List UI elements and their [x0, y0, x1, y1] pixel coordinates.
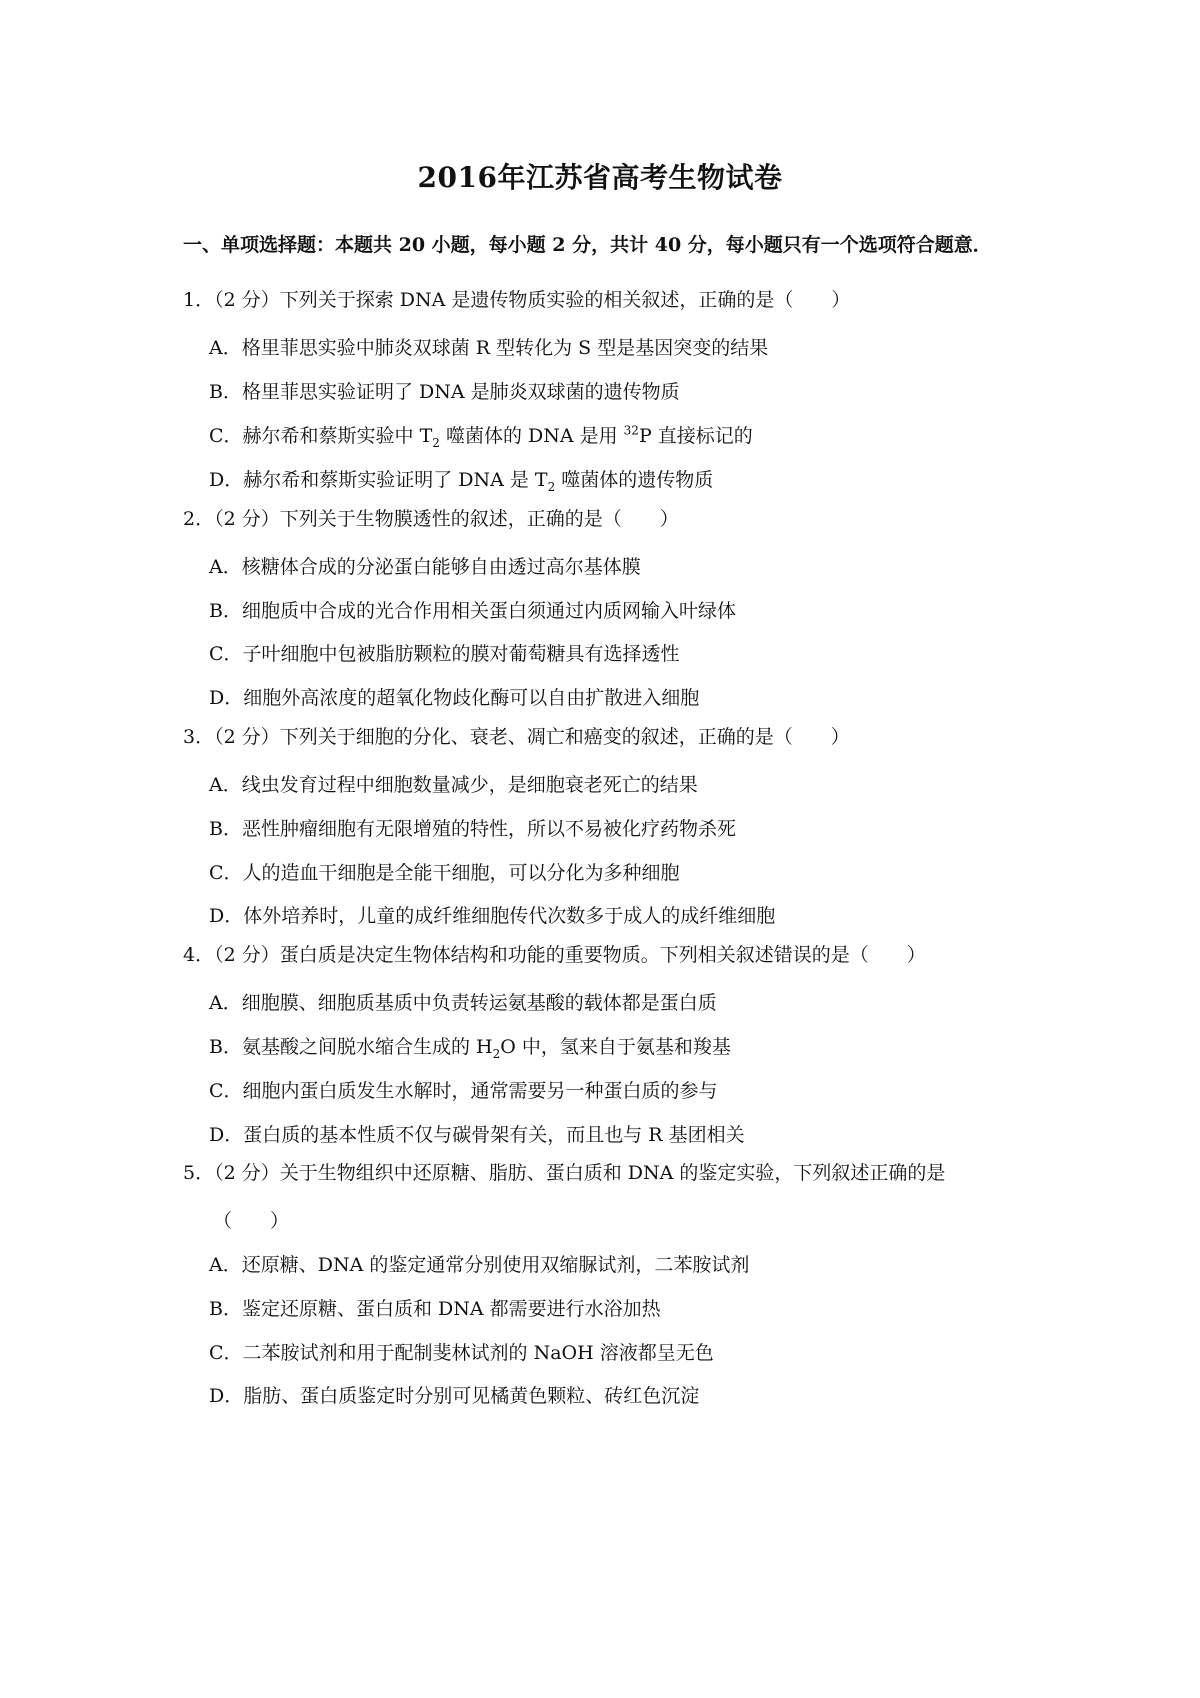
question-5-option-c: C．二苯胺试剂和用于配制斐林试剂的 NaOH 溶液都呈无色: [209, 1342, 714, 1364]
question-5-stem: 5．（2 分）关于生物组织中还原糖、脂肪、蛋白质和 DNA 的鉴定实验，下列叙述正确的是: [183, 1162, 946, 1184]
question-5-stem-continuation: （ ）: [213, 1210, 290, 1232]
question-3-option-c: C．人的造血干细胞是全能干细胞，可以分化为多种细胞: [209, 862, 680, 884]
question-2-stem: 2．（2 分）下列关于生物膜透性的叙述，正确的是（ ）: [183, 508, 679, 530]
question-2-option-b: B．细胞质中合成的光合作用相关蛋白须通过内质网输入叶绿体: [209, 600, 736, 622]
question-2-option-c: C．子叶细胞中包被脂肪颗粒的膜对葡萄糖具有选择透性: [209, 643, 680, 665]
question-4-option-d: D．蛋白质的基本性质不仅与碳骨架有关，而且也与 R 基团相关: [209, 1124, 745, 1146]
question-3-stem: 3．（2 分）下列关于细胞的分化、衰老、凋亡和癌变的叙述，正确的是（ ）: [183, 726, 850, 748]
question-2-option-a: A．核糖体合成的分泌蛋白能够自由透过高尔基体膜: [209, 556, 641, 578]
question-1-option-d: D．赫尔希和蔡斯实验证明了 DNA 是 $T_2$ 噬菌体的遗传物质: [209, 469, 714, 494]
question-5-option-b: B．鉴定还原糖、蛋白质和 DNA 都需要进行水浴加热: [209, 1298, 661, 1320]
question-3-option-a: A．线虫发育过程中细胞数量减少，是细胞衰老死亡的结果: [209, 774, 698, 796]
question-1-option-b: B．格里菲思实验证明了 DNA 是肺炎双球菌的遗传物质: [209, 381, 680, 403]
exam-title: 2016年江苏省高考生物试卷: [417, 161, 783, 194]
question-3-option-d: D．体外培养时，儿童的成纤维细胞传代次数多于成人的成纤维细胞: [209, 905, 776, 927]
question-4-stem: 4．（2 分）蛋白质是决定生物体结构和功能的重要物质。下列相关叙述错误的是（ ）: [183, 944, 926, 966]
question-4-option-a: A．细胞膜、细胞质基质中负责转运氨基酸的载体都是蛋白质: [209, 992, 717, 1014]
section-heading: 一、单项选择题：本题共 20 小题，每小题 2 分，共计 40 分，每小题只有一个选项符合题意．: [183, 234, 992, 256]
question-1-option-c: C．赫尔希和蔡斯实验中 $T_2$ 噬菌体的 DNA 是用 $^{32}$P 直接标记的: [209, 423, 753, 450]
question-3-option-b: B．恶性肿瘤细胞有无限增殖的特性，所以不易被化疗药物杀死: [209, 818, 736, 840]
question-4-option-c: C．细胞内蛋白质发生水解时，通常需要另一种蛋白质的参与: [209, 1080, 718, 1102]
question-2-option-d: D．细胞外高浓度的超氧化物歧化酶可以自由扩散进入细胞: [209, 687, 700, 709]
question-1-stem: 1．（2 分）下列关于探索 DNA 是遗传物质实验的相关叙述，正确的是（ ）: [183, 289, 851, 311]
question-5-option-a: A．还原糖、DNA 的鉴定通常分别使用双缩脲试剂，二苯胺试剂: [209, 1254, 750, 1276]
question-5-option-d: D．脂肪、蛋白质鉴定时分别可见橘黄色颗粒、砖红色沉淀: [209, 1385, 700, 1407]
question-4-option-b: B．氨基酸之间脱水缩合生成的 $H_2O$ 中，氢来自于氨基和羧基: [209, 1036, 731, 1061]
question-1-option-a: A．格里菲思实验中肺炎双球菌 R 型转化为 S 型是基因突变的结果: [209, 337, 769, 359]
